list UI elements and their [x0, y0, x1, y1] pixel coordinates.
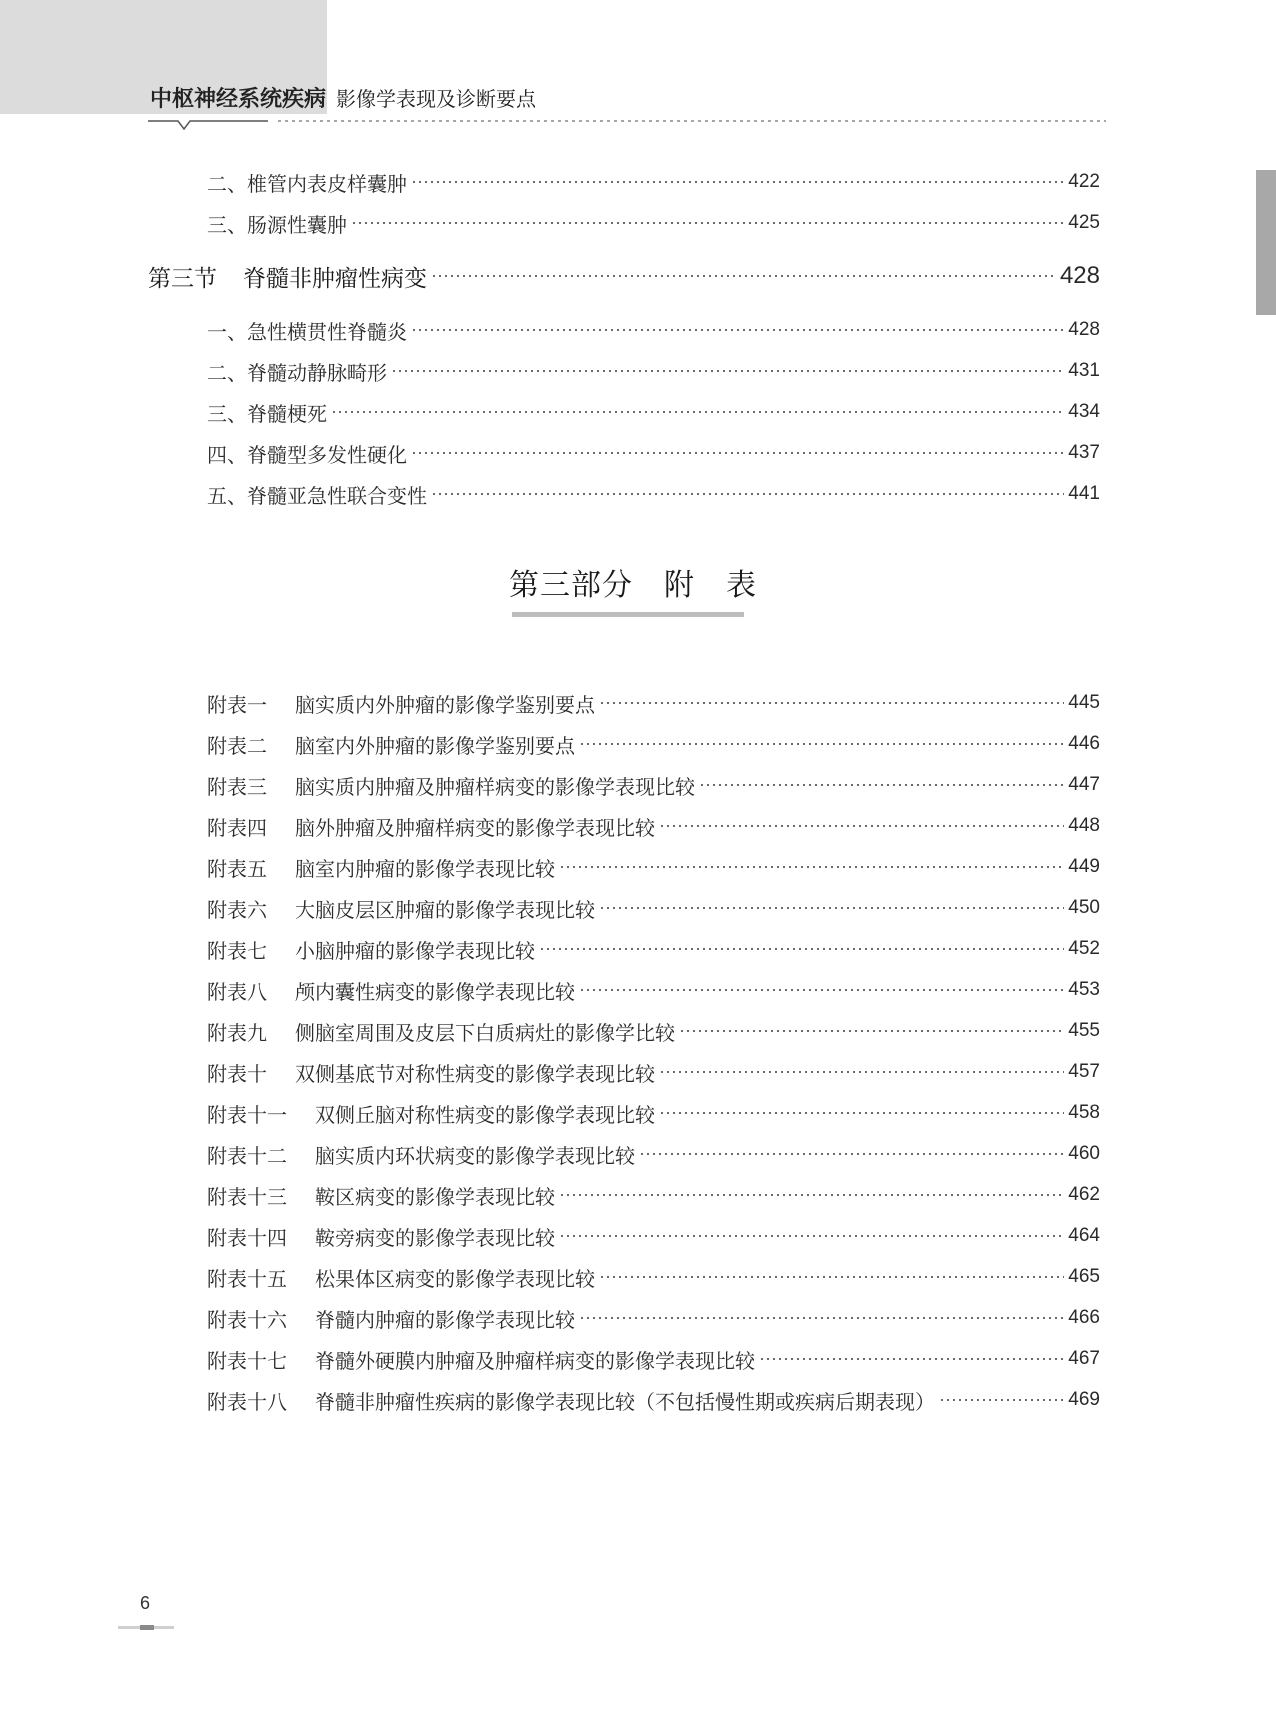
appendix-title: 鞍旁病变的影像学表现比较 [315, 1225, 555, 1250]
appendix-title: 脑室内肿瘤的影像学表现比较 [295, 856, 555, 881]
appendix-page: 446 [1068, 733, 1100, 754]
appendix-entry[interactable] [207, 1014, 1100, 1048]
appendix-entry[interactable] [207, 768, 1100, 802]
appendix-label: 附表一 [207, 692, 267, 717]
appendix-entry[interactable] [207, 1342, 1100, 1376]
leader-dots [431, 493, 1064, 495]
toc-entry-page: 441 [1068, 483, 1100, 504]
toc-entry[interactable] [207, 165, 1100, 199]
toc-entry-title: 五、脊髓亚急性联合变性 [207, 483, 427, 508]
appendix-title: 大脑皮层区肿瘤的影像学表现比较 [295, 897, 595, 922]
appendix-label: 附表十四 [207, 1225, 287, 1250]
toc-entry-title: 三、肠源性囊肿 [207, 212, 347, 237]
page-number: 6 [140, 1593, 151, 1613]
appendix-entry[interactable] [207, 686, 1100, 720]
toc-entry-title: 四、脊髓型多发性硬化 [207, 442, 407, 467]
leader-dots [679, 1030, 1064, 1032]
appendix-title: 双侧丘脑对称性病变的影像学表现比较 [315, 1102, 655, 1127]
leader-dots [539, 948, 1064, 950]
leader-dots [579, 1317, 1064, 1319]
appendix-page: 466 [1068, 1307, 1100, 1328]
leader-dots [699, 784, 1064, 786]
leader-dots [351, 222, 1064, 224]
appendix-page: 467 [1068, 1348, 1100, 1369]
appendix-page: 447 [1068, 774, 1100, 795]
toc-entry-title: 二、椎管内表皮样囊肿 [207, 171, 407, 196]
appendix-page: 464 [1068, 1225, 1100, 1246]
appendix-page: 465 [1068, 1266, 1100, 1287]
appendix-title: 脊髓外硬膜内肿瘤及肿瘤样病变的影像学表现比较 [315, 1348, 755, 1373]
appendix-label: 附表十一 [207, 1102, 287, 1127]
leader-dots [599, 907, 1064, 909]
toc-section-heading[interactable] [148, 256, 1100, 296]
appendix-label: 附表十三 [207, 1184, 287, 1209]
toc-entry[interactable] [207, 436, 1100, 470]
appendix-page: 445 [1068, 692, 1100, 713]
appendix-title: 鞍区病变的影像学表现比较 [315, 1184, 555, 1209]
appendix-entry[interactable] [207, 1055, 1100, 1089]
book-title: 中枢神经系统疾病 [150, 87, 327, 112]
appendix-label: 附表七 [207, 938, 267, 963]
appendix-page: 453 [1068, 979, 1100, 1000]
leader-dots [579, 989, 1064, 991]
toc-entry-page: 425 [1068, 212, 1100, 233]
toc-entry-page: 431 [1068, 360, 1100, 381]
appendix-entry[interactable] [207, 1137, 1100, 1171]
side-thumb-tab [1256, 170, 1276, 315]
appendix-label: 附表十五 [207, 1266, 287, 1291]
appendix-entry[interactable] [207, 1383, 1100, 1417]
leader-dots [659, 1071, 1064, 1073]
appendix-entry[interactable] [207, 932, 1100, 966]
appendix-page: 460 [1068, 1143, 1100, 1164]
appendix-entry[interactable] [207, 1219, 1100, 1253]
leader-dots [331, 411, 1064, 413]
leader-dots [559, 1194, 1064, 1196]
running-head [150, 82, 536, 112]
toc-entry[interactable] [207, 477, 1100, 511]
toc-entry-page: 434 [1068, 401, 1100, 422]
appendix-label: 附表十七 [207, 1348, 287, 1373]
appendix-label: 附表十六 [207, 1307, 287, 1332]
leader-dots [411, 329, 1064, 331]
appendix-title: 脊髓非肿瘤性疾病的影像学表现比较（不包括慢性期或疾病后期表现） [315, 1389, 935, 1414]
appendix-entry[interactable] [207, 1260, 1100, 1294]
leader-dots [759, 1358, 1064, 1360]
toc-entry-title: 三、脊髓梗死 [207, 401, 327, 426]
leader-dots [559, 1235, 1064, 1237]
toc-entry[interactable] [207, 395, 1100, 429]
appendix-title: 颅内囊性病变的影像学表现比较 [295, 979, 575, 1004]
leader-dots [411, 452, 1064, 454]
part-title: 第三部分 附 表 [509, 568, 757, 603]
appendix-label: 附表十二 [207, 1143, 287, 1168]
leader-dots [639, 1153, 1064, 1155]
section-label: 第三节 [148, 265, 217, 292]
appendix-label: 附表二 [207, 733, 267, 758]
appendix-page: 469 [1068, 1389, 1100, 1410]
appendix-page: 450 [1068, 897, 1100, 918]
appendix-title: 脑实质内环状病变的影像学表现比较 [315, 1143, 635, 1168]
appendix-title: 双侧基底节对称性病变的影像学表现比较 [295, 1061, 655, 1086]
book-subtitle: 影像学表现及诊断要点 [336, 87, 537, 111]
leader-dots [599, 1276, 1064, 1278]
appendix-title: 脑室内外肿瘤的影像学鉴别要点 [295, 733, 575, 758]
appendix-label: 附表五 [207, 856, 267, 881]
leader-dots [431, 275, 1056, 277]
appendix-entry[interactable] [207, 809, 1100, 843]
appendix-entry[interactable] [207, 891, 1100, 925]
toc-entry-title: 二、脊髓动静脉畸形 [207, 360, 387, 385]
appendix-page: 449 [1068, 856, 1100, 877]
toc-entry-title: 一、急性横贯性脊髓炎 [207, 319, 407, 344]
appendix-entry[interactable] [207, 973, 1100, 1007]
appendix-entry[interactable] [207, 850, 1100, 884]
footer-rule-mark [140, 1625, 154, 1630]
leader-dots [411, 181, 1064, 183]
section-page: 428 [1059, 262, 1100, 289]
toc-entry[interactable] [207, 354, 1100, 388]
appendix-page: 452 [1068, 938, 1100, 959]
appendix-label: 附表十 [207, 1061, 267, 1086]
leader-dots [559, 866, 1064, 868]
appendix-entry[interactable] [207, 727, 1100, 761]
appendix-page: 458 [1068, 1102, 1100, 1123]
leader-dots [391, 370, 1064, 372]
appendix-title: 小脑肿瘤的影像学表现比较 [295, 938, 535, 963]
appendix-entry[interactable] [207, 1096, 1100, 1130]
leader-dots [939, 1399, 1064, 1401]
appendix-entry[interactable] [207, 1178, 1100, 1212]
appendix-label: 附表三 [207, 774, 267, 799]
toc-entry-page: 437 [1068, 442, 1100, 463]
appendix-label: 附表九 [207, 1020, 267, 1045]
appendix-title: 脑实质内肿瘤及肿瘤样病变的影像学表现比较 [295, 774, 695, 799]
appendix-label: 附表十八 [207, 1389, 287, 1414]
leader-dots [579, 743, 1064, 745]
toc-entry[interactable] [207, 313, 1100, 347]
appendix-title: 脑外肿瘤及肿瘤样病变的影像学表现比较 [295, 815, 655, 840]
appendix-label: 附表四 [207, 815, 267, 840]
appendix-title: 侧脑室周围及皮层下白质病灶的影像学比较 [295, 1020, 675, 1045]
part-title-underline [512, 612, 744, 617]
leader-dots [599, 702, 1064, 704]
appendix-page: 448 [1068, 815, 1100, 836]
section-title: 脊髓非肿瘤性病变 [243, 265, 427, 292]
appendix-title: 松果体区病变的影像学表现比较 [315, 1266, 595, 1291]
toc-entry[interactable] [207, 206, 1100, 240]
appendix-label: 附表八 [207, 979, 267, 1004]
appendix-label: 附表六 [207, 897, 267, 922]
appendix-entry[interactable] [207, 1301, 1100, 1335]
appendix-title: 脊髓内肿瘤的影像学表现比较 [315, 1307, 575, 1332]
appendix-title: 脑实质内外肿瘤的影像学鉴别要点 [295, 692, 595, 717]
toc-entry-page: 428 [1068, 319, 1100, 340]
leader-dots [659, 1112, 1064, 1114]
header-rule [148, 120, 1108, 132]
appendix-page: 457 [1068, 1061, 1100, 1082]
appendix-page: 455 [1068, 1020, 1100, 1041]
toc-entry-page: 422 [1068, 171, 1100, 192]
appendix-page: 462 [1068, 1184, 1100, 1205]
leader-dots [659, 825, 1064, 827]
